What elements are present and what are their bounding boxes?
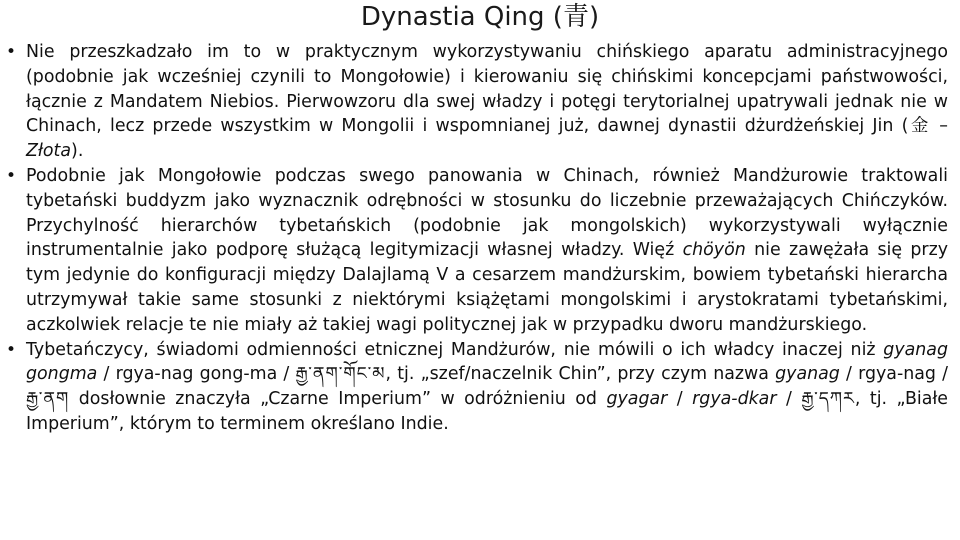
bullet-item: [4, 338, 948, 437]
italic-term: chöyön: [682, 240, 746, 261]
bullet-text: [26, 338, 948, 437]
text-run: Podobnie jak Mongołowie podczas swego panowania w Chinach, również Mandżurowie traktowali tybetański buddyzm jako wyznacznik odrębności w stosunku do liczebnie przeważających Chińczyków. Przychylność hierarchów tybetańskich (podobnie jak mongolskich) wykorzystywali wyłącznie instrumentalnie jako podporę służącą legitymizacji własnej władzy. Więź: [26, 165, 948, 261]
slide-title: Dynastia Qing (青): [360, 2, 600, 32]
text-run: nie zawężała się przy tym jedynie do konfiguracji między Dalajlamą V a cesarzem mandżurskim, bowiem tybetański hierarcha utrzymywał takie same stosunki z niektórymi książętami mongolskimi i arystokratami tybetańskimi, aczkolwiek relacje te nie miały aż takiej wagi politycznej jak w przypadku dworu mandżurskiego.: [26, 240, 948, 335]
bullet-item: [4, 164, 948, 338]
italic-term: gyanag: [775, 364, 840, 385]
bullet-dot-icon: •: [6, 165, 17, 186]
slide-content: [4, 40, 948, 437]
text-run: Tybetańczycy, świadomi odmienności etnicznej Mandżurów, nie mówili o ich władcy inaczej niż: [26, 339, 884, 360]
bullet-text: [26, 40, 948, 164]
tibetan-term: རྒྱ་ནག་གོང་མ: [295, 364, 386, 385]
text-run: /: [776, 389, 802, 410]
text-run: / rgya-nag gong-ma /: [97, 364, 296, 385]
text-run: dosłownie znaczyła „Czarne Imperium” w odróżnieniu od: [69, 389, 607, 410]
italic-term: gyanag gongma: [26, 339, 948, 385]
text-run: , tj. „szef/naczelnik Chin”, przy czym nazwa: [385, 364, 776, 385]
text-run: ).: [71, 141, 84, 162]
text-run: /: [667, 389, 693, 410]
bullet-item: [4, 40, 948, 164]
text-run: / rgya-nag /: [839, 364, 948, 385]
italic-term: rgya-dkar: [692, 389, 777, 410]
bullet-dot-icon: •: [6, 339, 17, 360]
bullet-dot-icon: •: [6, 42, 17, 62]
italic-term: gyagar: [606, 389, 668, 410]
tibetan-term: རྒྱ་ནག: [26, 389, 70, 410]
text-run: Nie przeszkadzało im to w praktycznym wykorzystywaniu chińskiego aparatu administracyjnego (podobnie jak wcześniej czynili to Mongołowie) i kierowaniu się chińskimi koncepcjami państwowości, łącznie z Mandatem Niebios. Pierwowzoru dla swej władzy i potęgi terytorialnej upatrywali jednak nie w Chinach, lecz przede wszystkim w Mongolii i wspomnianej już, dawnej dynastii dżurdżeńskiej Jin (金 –: [26, 42, 948, 137]
tibetan-term: རྒྱ་དཀར: [801, 389, 855, 410]
bullet-text: [26, 164, 948, 338]
text-run: , tj. „Białe Imperium”, którym to terminem określano Indie.: [26, 389, 949, 434]
bullet-list: [4, 40, 948, 437]
italic-term: Złota: [26, 141, 72, 162]
